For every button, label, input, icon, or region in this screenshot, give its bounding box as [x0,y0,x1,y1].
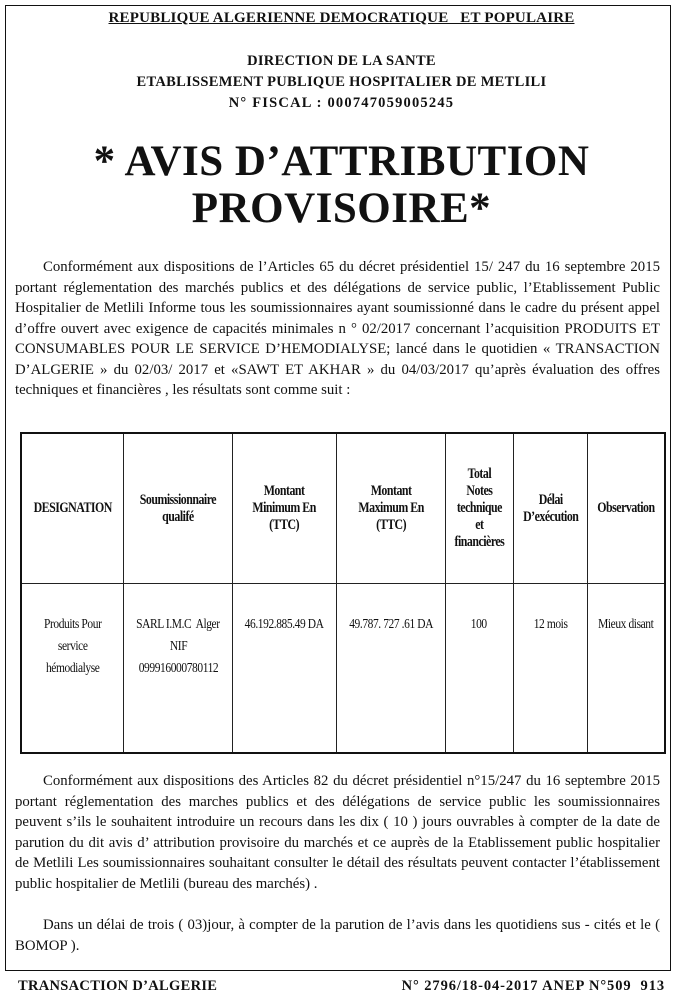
notice-title [0,138,683,232]
header-soumissionnaire: Soumissionnaire qualifé [124,433,233,584]
results-table [20,432,666,754]
title-line-2: PROVISOIRE* [191,185,492,232]
title-line-1: * AVIS D’ATTRIBUTION [93,138,590,185]
cell-montant-min: 46.192.885.49 DA [233,584,336,754]
establishment-heading: ETABLISSEMENT PUBLIQUE HOSPITALIER DE METLILI [136,74,547,90]
republic-heading: REPUBLIQUE ALGERIENNE DEMOCRATIQUE ET POPULAIRE [108,10,575,26]
direction-heading: DIRECTION DE LA SANTE [247,53,436,69]
header-delai: Délai D’exécution [513,433,587,584]
header-montant-min: Montant Minimum En (TTC) [233,433,336,584]
header-montant-max: Montant Maximum En (TTC) [336,433,445,584]
bidder-name: SARL I.M.C Alger [136,617,221,632]
header-observation: Observation [588,433,665,584]
footer-reference: N° 2796/18-04-2017 ANEP N°509 913 [401,978,665,994]
bidder-nif-label: NIF [169,639,188,654]
cell-observation: Mieux disant [588,584,665,754]
appeal-paragraph: Conformément aux dispositions des Articles 82 du décret présidentiel n°15/247 du 16 septembre 2015 portant réglementation des marches publics et des délégations de service public les soumissionnaires peuvent s’ils le souhaitent introduire un recours dans les dix ( 10 ) jours ouvrables à compter de la date de parution du dit avis d’ attribution provisoire du marchés et ce auprès de la Etablissement public hospitalier de Metlili Les soumissionnaires souhaitant consulter le détail des résultats peuvent contacter l’établissement public hospitalier de Metlili (bureau des marchés) . [15,773,660,892]
cell-designation: Produits Pour service hémodialyse [21,584,124,754]
footer-newspaper: TRANSACTION D’ALGERIE [18,978,218,994]
cell-delai: 12 mois [513,584,587,754]
deadline-paragraph: Dans un délai de trois ( 03)jour, à compter de la parution de l’avis dans les quotidiens sus - cités et le ( BOMOP ). [15,917,660,954]
intro-paragraph: Conformément aux dispositions de l’Articles 65 du décret présidentiel 15/ 247 du 16 septembre 2015 portant réglementation des marchés publics et des délégations de service public, l’Etablissement Public Hospitalier de Metlili Informe tous les soumissionnaires ayant soumissionné dans le cadre du présent appel d’offre ouvert avec exigence de capacités minimales n ° 02/2017 concernant l’acquisition PRODUITS ET CONSUMABLES POUR LE SERVICE D’HEMODIALYSE; lancé dans le quotidien « TRANSACTION D’ALGERIE » du 02/03/ 2017 et «SAWT ET AKHAR » du 04/03/2017 qu’après évaluation des offres techniques et financières , les résultats sont comme suit : [15,259,660,398]
header-total-notes: Total Notes technique et financières [445,433,513,584]
cell-total-notes: 100 [445,584,513,754]
table-row [21,584,665,754]
cell-soumissionnaire [124,584,233,754]
cell-montant-max: 49.787. 727 .61 DA [336,584,445,754]
bidder-nif-number: 099916000780112 [138,661,219,676]
table-header-row [21,433,665,584]
header-designation: DESIGNATION [21,433,124,584]
fiscal-number: N° FISCAL : 000747059005245 [228,95,455,111]
